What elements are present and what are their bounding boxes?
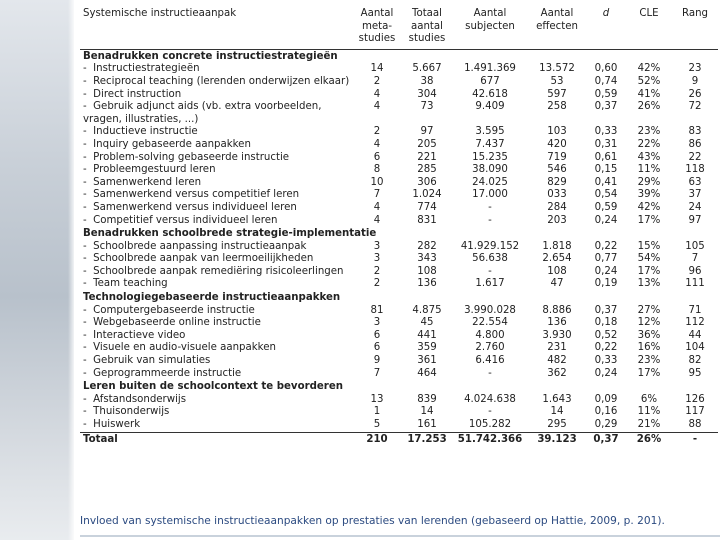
total-cell-rank: - bbox=[672, 432, 718, 446]
cell-cle: 12% bbox=[637, 317, 661, 329]
cell-rank: 37 bbox=[688, 189, 702, 201]
total-row bbox=[80, 432, 718, 446]
cell-cle: 11% bbox=[637, 406, 661, 418]
cell-total: 306 bbox=[417, 176, 437, 188]
cell-name: - Samenwerkend leren bbox=[80, 177, 352, 190]
cell-d: 0,54 bbox=[594, 189, 618, 201]
cell-d: 0,60 bbox=[594, 63, 618, 75]
cell-name: - Webgebaseerde online instructie bbox=[80, 317, 352, 330]
cell-d: 0,59 bbox=[594, 88, 618, 100]
cell-meta: 4 bbox=[373, 214, 381, 226]
header-effects: Aantal effecten bbox=[528, 3, 586, 49]
cell-total: 14 bbox=[420, 406, 434, 418]
cell-effects: 420 bbox=[547, 138, 567, 150]
cell-d: 0,33 bbox=[594, 126, 618, 138]
cell-rank: 44 bbox=[688, 329, 702, 341]
table-row bbox=[80, 177, 718, 190]
table-row bbox=[80, 139, 718, 152]
cell-cle: 23% bbox=[637, 355, 661, 367]
table-row bbox=[80, 406, 718, 419]
cell-effects: 203 bbox=[547, 214, 567, 226]
cell-rank: 111 bbox=[685, 278, 705, 290]
cell-cle: 52% bbox=[637, 75, 661, 87]
cell-effects: 47 bbox=[550, 278, 564, 290]
table-row bbox=[80, 202, 718, 215]
cell-cle: 22% bbox=[637, 138, 661, 150]
cell-rank: 82 bbox=[688, 355, 702, 367]
cell-effects: 258 bbox=[547, 101, 567, 113]
cell-meta: 3 bbox=[373, 253, 381, 265]
section-header bbox=[80, 227, 718, 241]
table-row bbox=[80, 63, 718, 76]
cell-subjects: 15.235 bbox=[472, 151, 508, 163]
cell-total: 774 bbox=[417, 201, 437, 213]
cell-rank: 88 bbox=[688, 419, 702, 430]
cell-subjects: - bbox=[488, 406, 492, 418]
cell-cle: 11% bbox=[637, 164, 661, 176]
cell-effects: 2.654 bbox=[542, 253, 572, 265]
cell-meta: 7 bbox=[373, 367, 381, 379]
cell-meta: 6 bbox=[373, 151, 381, 163]
cell-total: 304 bbox=[417, 88, 437, 100]
section-header bbox=[80, 291, 718, 305]
cell-d: 0,59 bbox=[594, 201, 618, 213]
cell-name: - Reciprocal teaching (lerenden onderwijzen elkaar) bbox=[80, 76, 352, 89]
cell-total: 205 bbox=[417, 138, 437, 150]
cell-total: 285 bbox=[417, 164, 437, 176]
cell-d: 0,74 bbox=[594, 75, 618, 87]
cell-cle: 41% bbox=[637, 88, 661, 100]
cell-d: 0,33 bbox=[594, 355, 618, 367]
cell-effects: 597 bbox=[547, 88, 567, 100]
cell-d: 0,19 bbox=[594, 278, 618, 290]
cell-meta: 2 bbox=[373, 75, 381, 87]
cell-cle: 17% bbox=[637, 367, 661, 379]
total-cell-cle: 26% bbox=[626, 432, 672, 446]
cell-d: 0,29 bbox=[594, 419, 618, 430]
cell-d: 0,22 bbox=[594, 342, 618, 354]
cell-subjects: 105.282 bbox=[468, 419, 512, 430]
cell-total: 464 bbox=[417, 367, 437, 379]
cell-effects: 1.643 bbox=[542, 393, 572, 405]
cell-d: 0,37 bbox=[594, 304, 618, 316]
cell-d: 0,24 bbox=[594, 265, 618, 277]
cell-subjects: - bbox=[488, 367, 492, 379]
cell-total: 831 bbox=[417, 214, 437, 226]
cell-effects: 546 bbox=[547, 164, 567, 176]
header-d: d bbox=[586, 3, 626, 49]
cell-effects: 13.572 bbox=[539, 63, 575, 75]
cell-meta: 6 bbox=[373, 342, 381, 354]
cell-meta: 5 bbox=[373, 419, 381, 430]
cell-effects: 295 bbox=[547, 419, 567, 430]
cell-name: - Schoolbrede aanpak remediëring risicoleerlingen bbox=[80, 266, 352, 279]
table-row bbox=[80, 266, 718, 279]
cell-subjects: 6.416 bbox=[475, 355, 505, 367]
cell-effects: 482 bbox=[547, 355, 567, 367]
cell-subjects: 9.409 bbox=[475, 101, 505, 113]
table-caption: Invloed van systemische instructieaanpakken op prestaties van lerenden (gebaseerd op Hattie, 2009, p. 201). bbox=[80, 515, 665, 527]
header-cle: CLE bbox=[626, 3, 672, 49]
table-row bbox=[80, 368, 718, 381]
cell-rank: 97 bbox=[688, 214, 702, 226]
cell-rank: 83 bbox=[688, 126, 702, 138]
cell-effects: 362 bbox=[547, 367, 567, 379]
cell-subjects: 17.000 bbox=[472, 189, 508, 201]
cell-name: - Inquiry gebaseerde aanpakken bbox=[80, 139, 352, 152]
cell-meta: 4 bbox=[373, 201, 381, 213]
cell-subjects: 3.595 bbox=[475, 126, 505, 138]
table-row bbox=[80, 330, 718, 343]
cell-name: - Huiswerk bbox=[80, 419, 352, 432]
cell-meta: 8 bbox=[373, 164, 381, 176]
cell-name: - Interactieve video bbox=[80, 330, 352, 343]
cell-cle: 17% bbox=[637, 265, 661, 277]
total-cell-total: 17.253 bbox=[402, 432, 452, 446]
table-row bbox=[80, 126, 718, 139]
cell-subjects: 1.491.369 bbox=[464, 63, 516, 75]
cell-meta: 10 bbox=[370, 176, 384, 188]
cell-cle: 6% bbox=[640, 393, 658, 405]
table-row bbox=[80, 253, 718, 266]
cell-meta: 14 bbox=[370, 63, 384, 75]
cell-total: 359 bbox=[417, 342, 437, 354]
cell-name: - Visuele en audio-visuele aanpakken bbox=[80, 342, 352, 355]
cell-rank: 118 bbox=[685, 164, 705, 176]
cell-name: - Team teaching bbox=[80, 278, 352, 291]
cell-effects: 3.930 bbox=[542, 329, 572, 341]
cell-cle: 42% bbox=[637, 63, 661, 75]
cell-effects: 108 bbox=[547, 265, 567, 277]
cell-subjects: 2.760 bbox=[475, 342, 505, 354]
section-title: Leren buiten de schoolcontext te bevorderen bbox=[83, 381, 343, 393]
cell-meta: 7 bbox=[373, 189, 381, 201]
cell-name: - Gebruik adjunct aids (vb. extra voorbeelden, vragen, illustraties, ...) bbox=[80, 101, 352, 126]
table-row bbox=[80, 394, 718, 407]
cell-name: - Direct instruction bbox=[80, 89, 352, 102]
cell-total: 38 bbox=[420, 75, 434, 87]
cell-name: - Inductieve instructie bbox=[80, 126, 352, 139]
cell-total: 282 bbox=[417, 240, 437, 252]
cell-name: - Samenwerkend versus individueel leren bbox=[80, 202, 352, 215]
cell-name: - Schoolbrede aanpassing instructieaanpak bbox=[80, 241, 352, 254]
table-row bbox=[80, 241, 718, 254]
cell-cle: 43% bbox=[637, 151, 661, 163]
footer-divider bbox=[80, 535, 720, 537]
cell-meta: 6 bbox=[373, 329, 381, 341]
header-meta-studies: Aantal meta-studies bbox=[352, 3, 402, 49]
cell-rank: 23 bbox=[688, 63, 702, 75]
cell-effects: 231 bbox=[547, 342, 567, 354]
cell-subjects: 41.929.152 bbox=[460, 240, 520, 252]
cell-subjects: - bbox=[488, 265, 492, 277]
cell-subjects: - bbox=[488, 201, 492, 213]
effects-table-container bbox=[80, 3, 718, 446]
cell-rank: 72 bbox=[688, 101, 702, 113]
cell-total: 221 bbox=[417, 151, 437, 163]
cell-name: - Probleemgestuurd leren bbox=[80, 164, 352, 177]
section-header bbox=[80, 49, 718, 63]
table-row bbox=[80, 278, 718, 291]
cell-d: 0,15 bbox=[594, 164, 618, 176]
cell-d: 0,18 bbox=[594, 317, 618, 329]
cell-name: - Instructiestrategieën bbox=[80, 63, 352, 76]
cell-subjects: 42.618 bbox=[472, 88, 508, 100]
header-approach: Systemische instructieaanpak bbox=[80, 3, 352, 49]
cell-subjects: 22.554 bbox=[472, 317, 508, 329]
table-row bbox=[80, 76, 718, 89]
cell-total: 343 bbox=[417, 253, 437, 265]
cell-effects: 033 bbox=[547, 189, 567, 201]
cell-subjects: 3.990.028 bbox=[464, 304, 516, 316]
cell-d: 0,52 bbox=[594, 329, 618, 341]
cell-d: 0,22 bbox=[594, 240, 618, 252]
cell-rank: 63 bbox=[688, 176, 702, 188]
table-row bbox=[80, 317, 718, 330]
cell-subjects: 24.025 bbox=[472, 176, 508, 188]
cell-rank: 105 bbox=[685, 240, 705, 252]
cell-d: 0,24 bbox=[594, 367, 618, 379]
cell-total: 5.667 bbox=[412, 63, 442, 75]
effects-table bbox=[80, 3, 718, 446]
table-row bbox=[80, 305, 718, 318]
cell-d: 0,31 bbox=[594, 138, 618, 150]
cell-name: - Afstandsonderwijs bbox=[80, 394, 352, 407]
cell-rank: 104 bbox=[685, 342, 705, 354]
cell-meta: 2 bbox=[373, 278, 381, 290]
section-header bbox=[80, 380, 718, 394]
cell-rank: 71 bbox=[688, 304, 702, 316]
cell-effects: 719 bbox=[547, 151, 567, 163]
table-row bbox=[80, 152, 718, 165]
total-cell-name: Totaal bbox=[80, 432, 352, 446]
cell-subjects: 4.024.638 bbox=[464, 393, 516, 405]
cell-effects: 136 bbox=[547, 317, 567, 329]
cell-cle: 26% bbox=[637, 101, 661, 113]
cell-name: - Computergebaseerde instructie bbox=[80, 305, 352, 318]
cell-subjects: 677 bbox=[480, 75, 500, 87]
cell-rank: 26 bbox=[688, 88, 702, 100]
table-row bbox=[80, 89, 718, 102]
cell-cle: 23% bbox=[637, 126, 661, 138]
cell-total: 73 bbox=[420, 101, 434, 113]
header-rank: Rang bbox=[672, 3, 718, 49]
cell-meta: 13 bbox=[370, 393, 384, 405]
cell-total: 1.024 bbox=[412, 189, 442, 201]
cell-cle: 17% bbox=[637, 214, 661, 226]
cell-rank: 7 bbox=[691, 253, 699, 265]
cell-subjects: 7.437 bbox=[475, 138, 505, 150]
cell-cle: 39% bbox=[637, 189, 661, 201]
cell-rank: 9 bbox=[691, 75, 699, 87]
cell-cle: 29% bbox=[637, 176, 661, 188]
cell-subjects: 56.638 bbox=[472, 253, 508, 265]
cell-rank: 86 bbox=[688, 138, 702, 150]
cell-cle: 27% bbox=[637, 304, 661, 316]
cell-total: 45 bbox=[420, 317, 434, 329]
cell-total: 4.875 bbox=[412, 304, 442, 316]
total-cell-meta: 210 bbox=[352, 432, 402, 446]
cell-cle: 21% bbox=[637, 419, 661, 430]
cell-d: 0,37 bbox=[594, 101, 618, 113]
header-subjects: Aantal subjecten bbox=[452, 3, 528, 49]
cell-effects: 8.886 bbox=[542, 304, 572, 316]
cell-total: 441 bbox=[417, 329, 437, 341]
total-cell-subjects: 51.742.366 bbox=[452, 432, 528, 446]
cell-name: - Problem-solving gebaseerde instructie bbox=[80, 152, 352, 165]
cell-effects: 103 bbox=[547, 126, 567, 138]
cell-effects: 53 bbox=[550, 75, 564, 87]
cell-total: 161 bbox=[417, 419, 437, 430]
cell-d: 0,24 bbox=[594, 214, 618, 226]
cell-total: 136 bbox=[417, 278, 437, 290]
cell-d: 0,77 bbox=[594, 253, 618, 265]
table-row bbox=[80, 189, 718, 202]
cell-effects: 284 bbox=[547, 201, 567, 213]
cell-d: 0,41 bbox=[594, 176, 618, 188]
cell-total: 361 bbox=[417, 355, 437, 367]
cell-meta: 3 bbox=[373, 317, 381, 329]
total-cell-effects: 39.123 bbox=[528, 432, 586, 446]
table-body bbox=[80, 49, 718, 446]
cell-d: 0,16 bbox=[594, 406, 618, 418]
cell-name: - Samenwerkend versus competitief leren bbox=[80, 189, 352, 202]
cell-cle: 15% bbox=[637, 240, 661, 252]
cell-name: - Competitief versus individueel leren bbox=[80, 215, 352, 228]
cell-name: - Geprogrammeerde instructie bbox=[80, 368, 352, 381]
cell-meta: 2 bbox=[373, 126, 381, 138]
cell-cle: 54% bbox=[637, 253, 661, 265]
cell-d: 0,61 bbox=[594, 151, 618, 163]
table-row bbox=[80, 342, 718, 355]
section-title: Benadrukken concrete instructiestrategieën bbox=[83, 50, 338, 62]
cell-total: 839 bbox=[417, 393, 437, 405]
cell-meta: 9 bbox=[373, 355, 381, 367]
cell-cle: 16% bbox=[637, 342, 661, 354]
cell-subjects: - bbox=[488, 214, 492, 226]
cell-effects: 14 bbox=[550, 406, 564, 418]
cell-d: 0,09 bbox=[594, 393, 618, 405]
cell-effects: 829 bbox=[547, 176, 567, 188]
total-cell-d: 0,37 bbox=[586, 432, 626, 446]
cell-name: - Gebruik van simulaties bbox=[80, 355, 352, 368]
cell-meta: 4 bbox=[373, 88, 381, 100]
cell-subjects: 1.617 bbox=[475, 278, 505, 290]
cell-rank: 24 bbox=[688, 201, 702, 213]
cell-rank: 117 bbox=[685, 406, 705, 418]
cell-subjects: 38.090 bbox=[472, 164, 508, 176]
cell-meta: 81 bbox=[370, 304, 384, 316]
cell-total: 108 bbox=[417, 265, 437, 277]
cell-rank: 22 bbox=[688, 151, 702, 163]
cell-subjects: 4.800 bbox=[475, 329, 505, 341]
header-total-studies: Totaal aantal studies bbox=[402, 3, 452, 49]
table-row bbox=[80, 419, 718, 432]
cell-name: - Thuisonderwijs bbox=[80, 406, 352, 419]
cell-rank: 126 bbox=[685, 393, 705, 405]
cell-total: 97 bbox=[420, 126, 434, 138]
section-title: Technologiegebaseerde instructieaanpakken bbox=[83, 292, 341, 304]
section-title: Benadrukken schoolbrede strategie-implementatie bbox=[83, 228, 377, 240]
table-row bbox=[80, 215, 718, 228]
cell-meta: 2 bbox=[373, 265, 381, 277]
cell-rank: 96 bbox=[688, 265, 702, 277]
cell-name: - Schoolbrede aanpak van leermoeilijkheden bbox=[80, 253, 352, 266]
cell-rank: 112 bbox=[685, 317, 705, 329]
table-header-row bbox=[80, 3, 718, 49]
cell-meta: 3 bbox=[373, 240, 381, 252]
cell-meta: 4 bbox=[373, 138, 381, 150]
cell-cle: 36% bbox=[637, 329, 661, 341]
cell-cle: 42% bbox=[637, 201, 661, 213]
table-row bbox=[80, 101, 718, 126]
cell-effects: 1.818 bbox=[542, 240, 572, 252]
decorative-side-panel bbox=[0, 0, 74, 540]
table-row bbox=[80, 355, 718, 368]
table-row bbox=[80, 164, 718, 177]
cell-cle: 13% bbox=[637, 278, 661, 290]
cell-rank: 95 bbox=[688, 367, 702, 379]
cell-meta: 4 bbox=[373, 101, 381, 113]
cell-meta: 1 bbox=[373, 406, 381, 418]
